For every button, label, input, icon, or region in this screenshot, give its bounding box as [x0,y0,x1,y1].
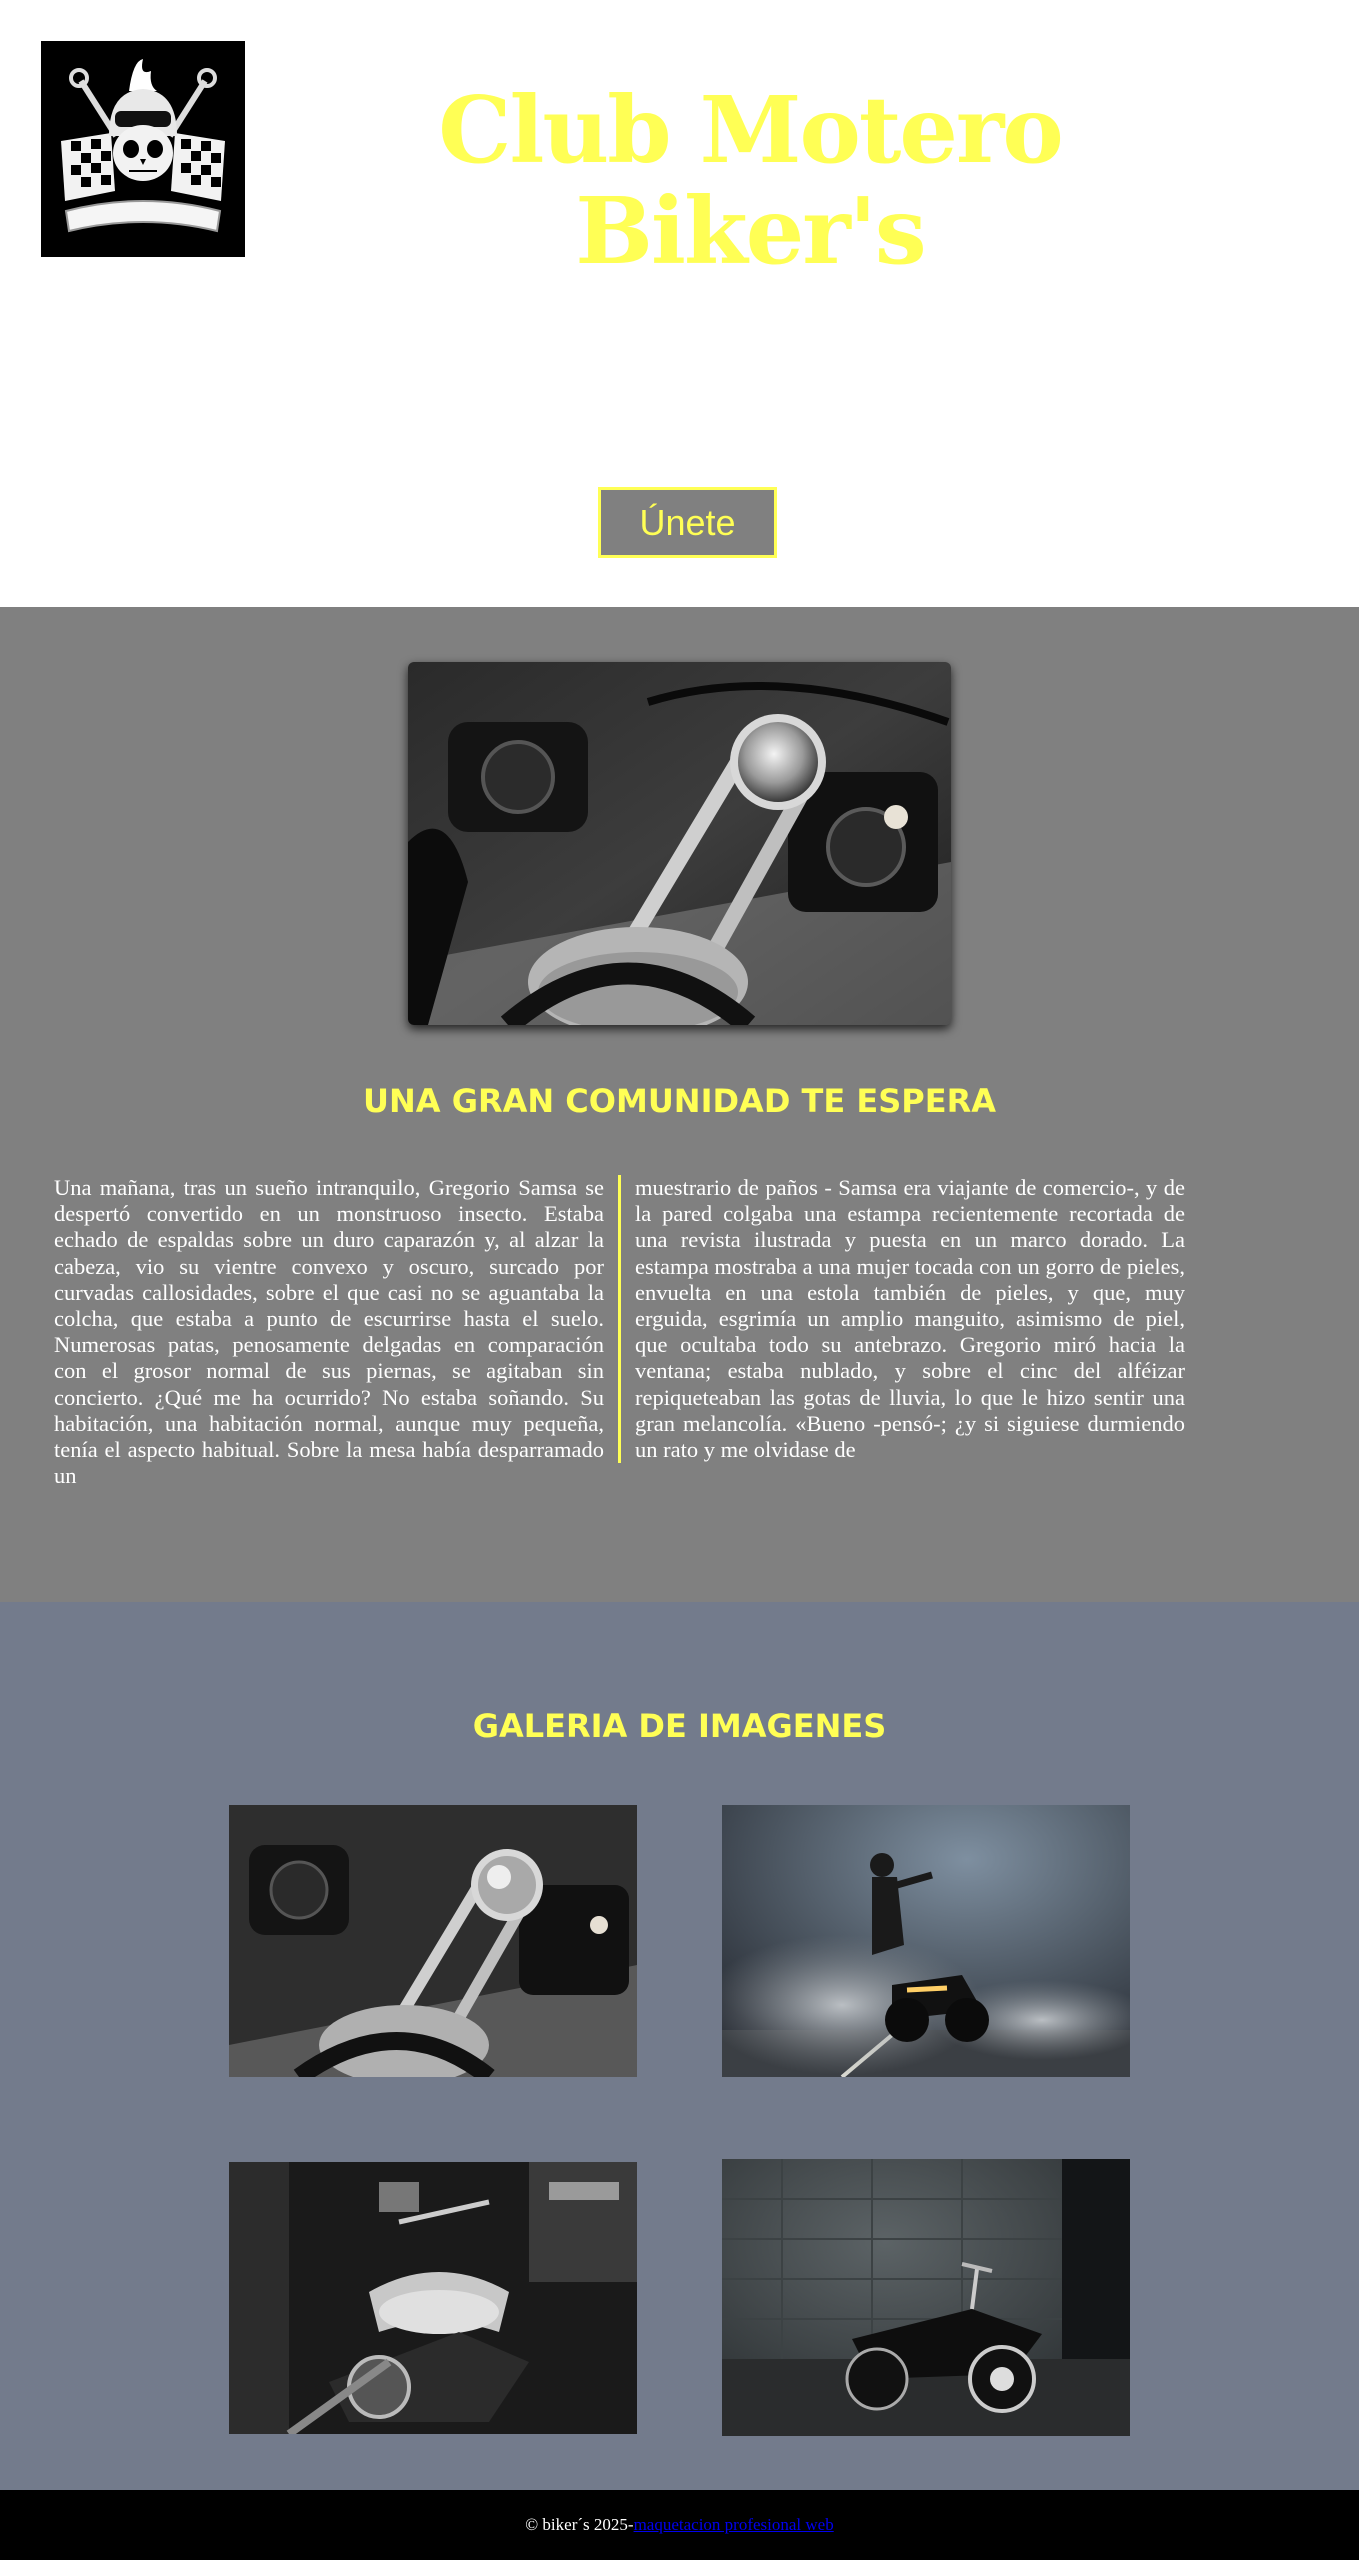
community-text-columns [54,1175,1211,1489]
club-logo[interactable] [41,41,245,257]
gallery-image-burnout[interactable] [722,1805,1130,2077]
footer-link[interactable]: maquetacion profesional web [633,2515,834,2534]
site-footer [0,2490,1359,2560]
join-button[interactable]: Únete [598,487,777,558]
gallery-image-street-bike[interactable] [229,2162,637,2434]
copyright-text: © biker´s 2025- [525,2515,634,2534]
gallery-section [0,1602,1359,2490]
site-header [0,0,1359,607]
community-paragraph-left: Una mañana, tras un sueño intranquilo, Gregorio Samsa se despertó convertido en un monstruoso insecto. Estaba echado de espaldas sobre un duro caparazón y, al alzar la cabeza, vio su vientre convexo y oscuro, surcado por curvadas callosidades, sobre el que casi no se aguantaba la colcha, que estaba a punto de escurrirse hasta el suelo. Numerosas patas, penosamente delgadas en comparación con el grosor normal de sus piernas, se agitaban sin concierto. ¿Qué me ha ocurrido? No estaba soñando. Su habitación, una habitación normal, aunque muy pequeña, tenía el aspecto habitual. Sobre la mesa había desparramado un [54,1175,604,1489]
skull-logo-icon [41,41,245,257]
site-title: Club Motero Biker's [438,76,1062,286]
gallery-image-headlight[interactable] [229,1805,637,2077]
community-paragraph-right: muestrario de paños - Samsa era viajante de comercio-, y de la pared colgaba una estampa recientemente recortada de una revista ilustrada y puesta en un marco dorado. La estampa mostraba a una mujer tocada con un gorro de pieles, envuelta en una estola también de pieles, y que, muy erguida, esgrimía un amplio manguito, asimismo de piel, que ocultaba todo su antebrazo. Gregorio miró hacia la ventana; estaba nublado, y sobre el cinc del alféizar repiqueteaban las gotas de lluvia, lo que le hizo sentir una gran melancolía. «Bueno -pensó-; ¿y si siguiese durmiendo un rato y me olvidase de [635,1175,1185,1463]
gallery-image-garage-bike[interactable] [722,2159,1130,2436]
gallery-heading: GALERIA DE IMAGENES [472,1707,887,1745]
community-heading: UNA GRAN COMUNIDAD TE ESPERA [363,1082,996,1120]
motorcycle-headlight-photo [408,662,951,1025]
community-section [0,607,1359,1602]
